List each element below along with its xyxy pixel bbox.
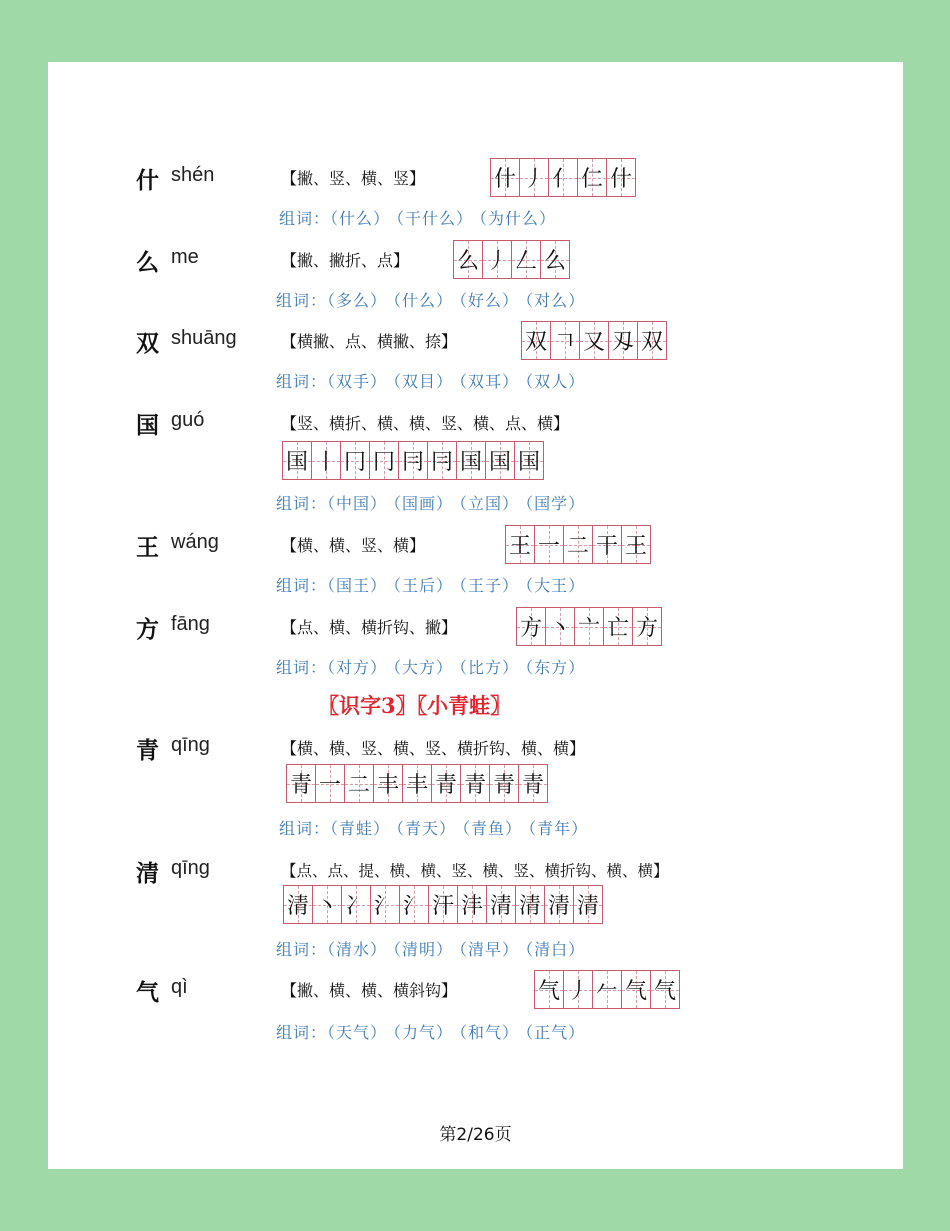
- character: 青: [136, 737, 159, 764]
- stroke-order: 【撇、竖、横、竖】: [281, 169, 426, 188]
- stroke-order: 【横、横、竖、横、竖、横折钩、横、横】: [281, 739, 586, 758]
- grid-cell: 丶: [546, 608, 575, 645]
- word-list: [276, 491, 591, 514]
- grid-cell: 𠂉: [593, 971, 622, 1008]
- stroke-order: 【竖、横折、横、横、竖、横、点、横】: [281, 414, 570, 433]
- word: （多么）: [327, 291, 388, 310]
- words-label: 组词：: [276, 576, 328, 595]
- stroke-grid: [286, 764, 548, 803]
- word: （力气）: [393, 1023, 454, 1042]
- grid-cell: 什: [607, 159, 636, 196]
- word: （王子）: [459, 576, 520, 595]
- grid-cell: 丰: [403, 765, 432, 802]
- grid-cell: 二: [564, 526, 593, 563]
- grid-cell: 青: [519, 765, 548, 802]
- word: （清水）: [327, 940, 388, 959]
- section-title: 〖识字3〗〖小青蛙〗: [318, 693, 512, 718]
- character: 清: [136, 860, 159, 887]
- words-label: 组词：: [276, 291, 328, 310]
- entry-me: [48, 240, 903, 322]
- grid-cell: 么: [541, 241, 570, 278]
- words-label: 组词：: [276, 940, 328, 959]
- word: （什么）: [393, 291, 454, 310]
- word-list: [276, 655, 591, 678]
- pinyin: qīng: [171, 734, 210, 756]
- grid-cell: 沣: [458, 886, 487, 923]
- word: （大方）: [393, 658, 454, 677]
- words-label: 组词：: [279, 209, 331, 228]
- word: （双耳）: [459, 372, 520, 391]
- word-list: [276, 573, 591, 596]
- word: （比方）: [459, 658, 520, 677]
- grid-cell: 清: [487, 886, 516, 923]
- entry-fang: [48, 607, 903, 689]
- grid-cell: 二: [345, 765, 374, 802]
- grid-cell: 𠃋: [512, 241, 541, 278]
- grid-cell: 丿: [564, 971, 593, 1008]
- grid-cell: 方: [517, 608, 546, 645]
- grid-cell: 一: [316, 765, 345, 802]
- grid-cell: 国: [486, 442, 515, 479]
- grid-cell: 氵: [371, 886, 400, 923]
- grid-cell: 亡: [604, 608, 633, 645]
- words-label: 组词：: [276, 1023, 328, 1042]
- word: （国王）: [327, 576, 388, 595]
- grid-cell: 丿: [520, 159, 549, 196]
- word: （清明）: [393, 940, 454, 959]
- word-list: [276, 1020, 591, 1043]
- grid-cell: 青: [287, 765, 316, 802]
- entry-qing-1: [48, 728, 903, 848]
- grid-cell: 氵: [400, 886, 429, 923]
- stroke-grid: [282, 441, 544, 480]
- word: （天气）: [327, 1023, 388, 1042]
- entry-shuang: [48, 321, 903, 403]
- grid-cell: 丨: [312, 442, 341, 479]
- grid-cell: 青: [490, 765, 519, 802]
- entry-wang: [48, 525, 903, 607]
- grid-cell: 王: [506, 526, 535, 563]
- pinyin: fāng: [171, 613, 210, 635]
- word: （青年）: [528, 819, 589, 838]
- word: （对方）: [327, 658, 388, 677]
- pinyin: shuāng: [171, 327, 237, 349]
- word-list: [279, 206, 562, 229]
- grid-cell: 王: [622, 526, 651, 563]
- word: （青天）: [396, 819, 457, 838]
- word: （双人）: [525, 372, 586, 391]
- word: （青蛙）: [330, 819, 391, 838]
- grid-cell: 气: [535, 971, 564, 1008]
- grid-cell: 清: [574, 886, 603, 923]
- pinyin: qì: [171, 976, 188, 998]
- words-label: 组词：: [276, 494, 328, 513]
- stroke-grid: [453, 240, 570, 279]
- word: （东方）: [525, 658, 586, 677]
- word: （清白）: [525, 940, 586, 959]
- grid-cell: 气: [651, 971, 680, 1008]
- stroke-grid: [521, 321, 667, 360]
- grid-cell: 双: [522, 322, 551, 359]
- grid-cell: 汗: [429, 886, 458, 923]
- grid-cell: 清: [516, 886, 545, 923]
- stroke-grid: [516, 607, 662, 646]
- grid-cell: 双: [638, 322, 667, 359]
- character: 王: [136, 534, 159, 561]
- grid-cell: 亠: [575, 608, 604, 645]
- stroke-order: 【点、横、横折钩、撇】: [281, 618, 458, 637]
- worksheet-page: [48, 62, 903, 1169]
- word: （王后）: [393, 576, 454, 595]
- character: 方: [136, 616, 159, 643]
- grid-cell: 气: [622, 971, 651, 1008]
- character: 什: [136, 167, 159, 194]
- word: （国画）: [393, 494, 454, 513]
- character: 么: [136, 249, 159, 276]
- word-list: [276, 937, 591, 960]
- pinyin: shén: [171, 164, 215, 186]
- entry-shen: [48, 158, 903, 240]
- grid-cell: 冂: [370, 442, 399, 479]
- grid-cell: 国: [457, 442, 486, 479]
- grid-cell: 方: [633, 608, 662, 645]
- entry-qing-2: [48, 851, 903, 971]
- grid-cell: 清: [284, 886, 313, 923]
- words-label: 组词：: [276, 372, 328, 391]
- pinyin: wáng: [171, 531, 219, 553]
- word: （双目）: [393, 372, 454, 391]
- grid-cell: 冂: [341, 442, 370, 479]
- word: （立国）: [459, 494, 520, 513]
- word: （干什么）: [396, 209, 474, 228]
- grid-cell: 丿: [483, 241, 512, 278]
- grid-cell: 刄: [609, 322, 638, 359]
- word-list: [276, 369, 591, 392]
- word: （正气）: [525, 1023, 586, 1042]
- character: 气: [136, 979, 159, 1006]
- grid-cell: 么: [454, 241, 483, 278]
- stroke-grid: [505, 525, 651, 564]
- grid-cell: 冫: [342, 886, 371, 923]
- grid-cell: 青: [461, 765, 490, 802]
- entry-guo: [48, 403, 903, 523]
- grid-cell: 一: [535, 526, 564, 563]
- stroke-grid: [283, 885, 603, 924]
- grid-cell: 青: [432, 765, 461, 802]
- stroke-order: 【点、点、提、横、横、竖、横、竖、横折钩、横、横】: [281, 862, 669, 880]
- grid-cell: 𠃍: [551, 322, 580, 359]
- stroke-order: 【横、横、竖、横】: [281, 536, 426, 555]
- stroke-order: 【撇、撇折、点】: [281, 251, 410, 270]
- grid-cell: 又: [580, 322, 609, 359]
- stroke-order: 【撇、横、横、横斜钩】: [281, 981, 458, 1000]
- grid-cell: 丰: [374, 765, 403, 802]
- grid-cell: 丶: [313, 886, 342, 923]
- grid-cell: 仁: [578, 159, 607, 196]
- word: （和气）: [459, 1023, 520, 1042]
- grid-cell: 冃: [428, 442, 457, 479]
- words-label: 组词：: [279, 819, 331, 838]
- grid-cell: 什: [491, 159, 520, 196]
- word: （青鱼）: [462, 819, 523, 838]
- pinyin: guó: [171, 409, 205, 431]
- word: （国学）: [525, 494, 586, 513]
- pinyin: qīng: [171, 857, 210, 879]
- grid-cell: 国: [515, 442, 544, 479]
- entry-qi: [48, 970, 903, 1052]
- word-list: [276, 288, 591, 311]
- word: （好么）: [459, 291, 520, 310]
- grid-cell: 亻: [549, 159, 578, 196]
- word-list: [279, 816, 594, 839]
- page-number: 第2/26页: [439, 1125, 512, 1145]
- word: （清早）: [459, 940, 520, 959]
- grid-cell: 国: [283, 442, 312, 479]
- stroke-grid: [490, 158, 636, 197]
- words-label: 组词：: [276, 658, 328, 677]
- stroke-grid: [534, 970, 680, 1009]
- pinyin: me: [171, 246, 199, 268]
- stroke-order: 【横撇、点、横撇、捺】: [281, 332, 458, 351]
- character: 双: [136, 330, 159, 357]
- word: （什么）: [330, 209, 391, 228]
- word: （为什么）: [479, 209, 557, 228]
- grid-cell: 干: [593, 526, 622, 563]
- word: （对么）: [525, 291, 586, 310]
- word: （大王）: [525, 576, 586, 595]
- word: （中国）: [327, 494, 388, 513]
- grid-cell: 冃: [399, 442, 428, 479]
- character: 国: [136, 412, 159, 439]
- word: （双手）: [327, 372, 388, 391]
- grid-cell: 清: [545, 886, 574, 923]
